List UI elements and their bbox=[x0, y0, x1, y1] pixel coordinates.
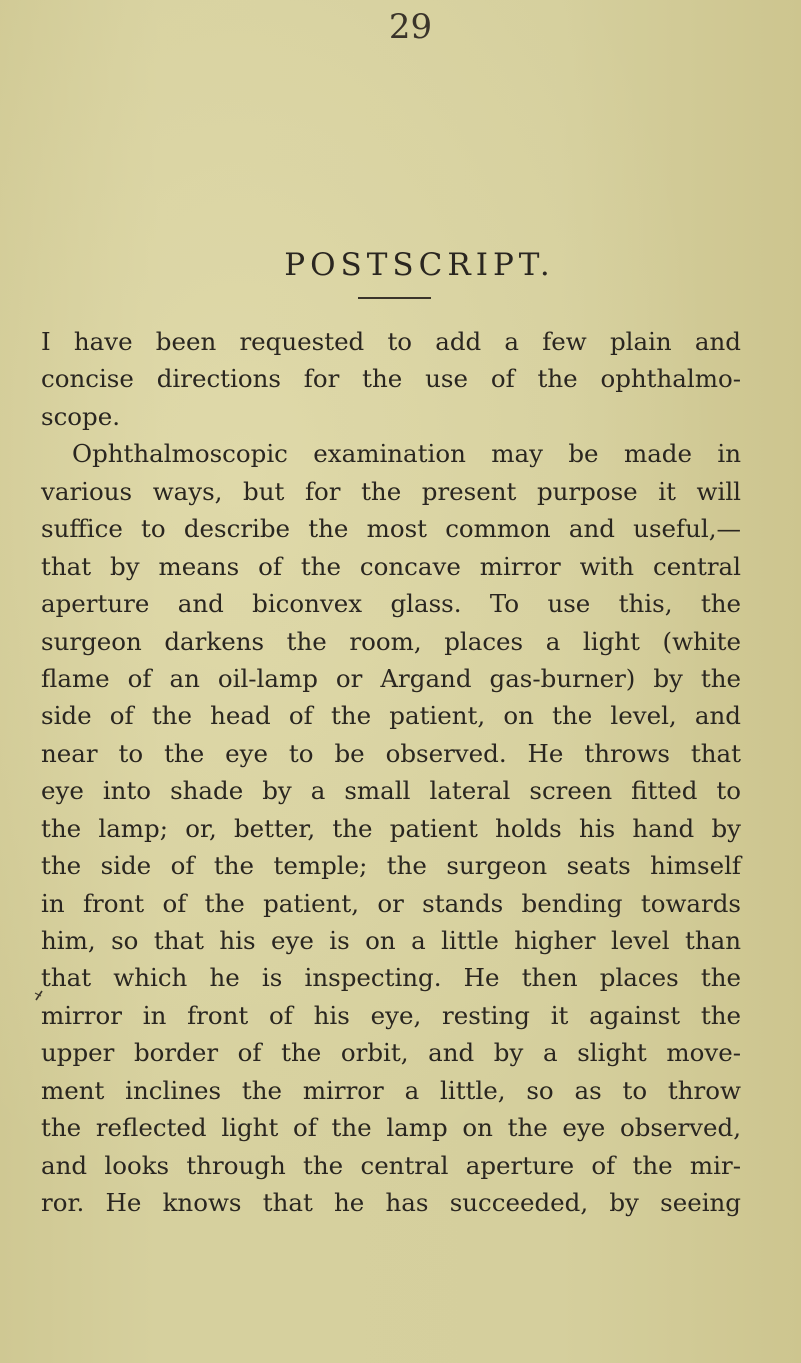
text-line: scope. bbox=[41, 401, 121, 431]
text-line: upper border of the orbit, and by a slight move- bbox=[41, 1038, 741, 1068]
text-line: him, so that his eye is on a little higher level than bbox=[41, 926, 741, 955]
text-line: various ways, but for the present purpose it will bbox=[41, 476, 741, 506]
text-line: eye into shade by a small lateral screen fitted to bbox=[41, 776, 741, 806]
text-line: that which he is inspecting. He then places the bbox=[41, 963, 741, 993]
heading-rule bbox=[358, 297, 431, 299]
text-line: the lamp; or, better, the patient holds his hand by bbox=[41, 813, 741, 843]
text-line: surgeon darkens the room, places a light (white bbox=[41, 626, 741, 656]
text-line: in front of the patient, or stands bending towards bbox=[41, 888, 741, 918]
text-line: mirror in front of his eye, resting it against the bbox=[41, 1000, 741, 1030]
text-line: that by means of the concave mirror with central bbox=[41, 551, 741, 581]
text-line: ror. He knows that he has succeeded, by seeing bbox=[41, 1188, 741, 1218]
text-line: Ophthalmoscopic examination may be made in bbox=[72, 439, 741, 469]
page-number: 29 bbox=[388, 7, 433, 47]
ink-mark-icon bbox=[34, 990, 44, 1002]
section-heading: POSTSCRIPT. bbox=[284, 247, 555, 283]
text-line: and looks through the central aperture of the mir- bbox=[41, 1150, 741, 1180]
text-line: side of the head of the patient, on the level, and bbox=[41, 701, 741, 731]
text-line: ment inclines the mirror a little, so as to throw bbox=[41, 1075, 741, 1105]
text-line: flame of an oil-lamp or Argand gas-burner) by the bbox=[41, 663, 741, 693]
text-line: concise directions for the use of the ophthalmo- bbox=[41, 364, 741, 394]
text-line: near to the eye to be observed. He throws that bbox=[41, 738, 741, 768]
text-line: the side of the temple; the surgeon seats himself bbox=[41, 851, 741, 881]
text-line: aperture and biconvex glass. To use this, the bbox=[41, 589, 741, 619]
body-text bbox=[41, 323, 741, 1222]
text-line: I have been requested to add a few plain and bbox=[41, 327, 741, 356]
text-line: suffice to describe the most common and useful,— bbox=[41, 514, 741, 544]
text-line: the reflected light of the lamp on the eye observed, bbox=[41, 1113, 741, 1143]
